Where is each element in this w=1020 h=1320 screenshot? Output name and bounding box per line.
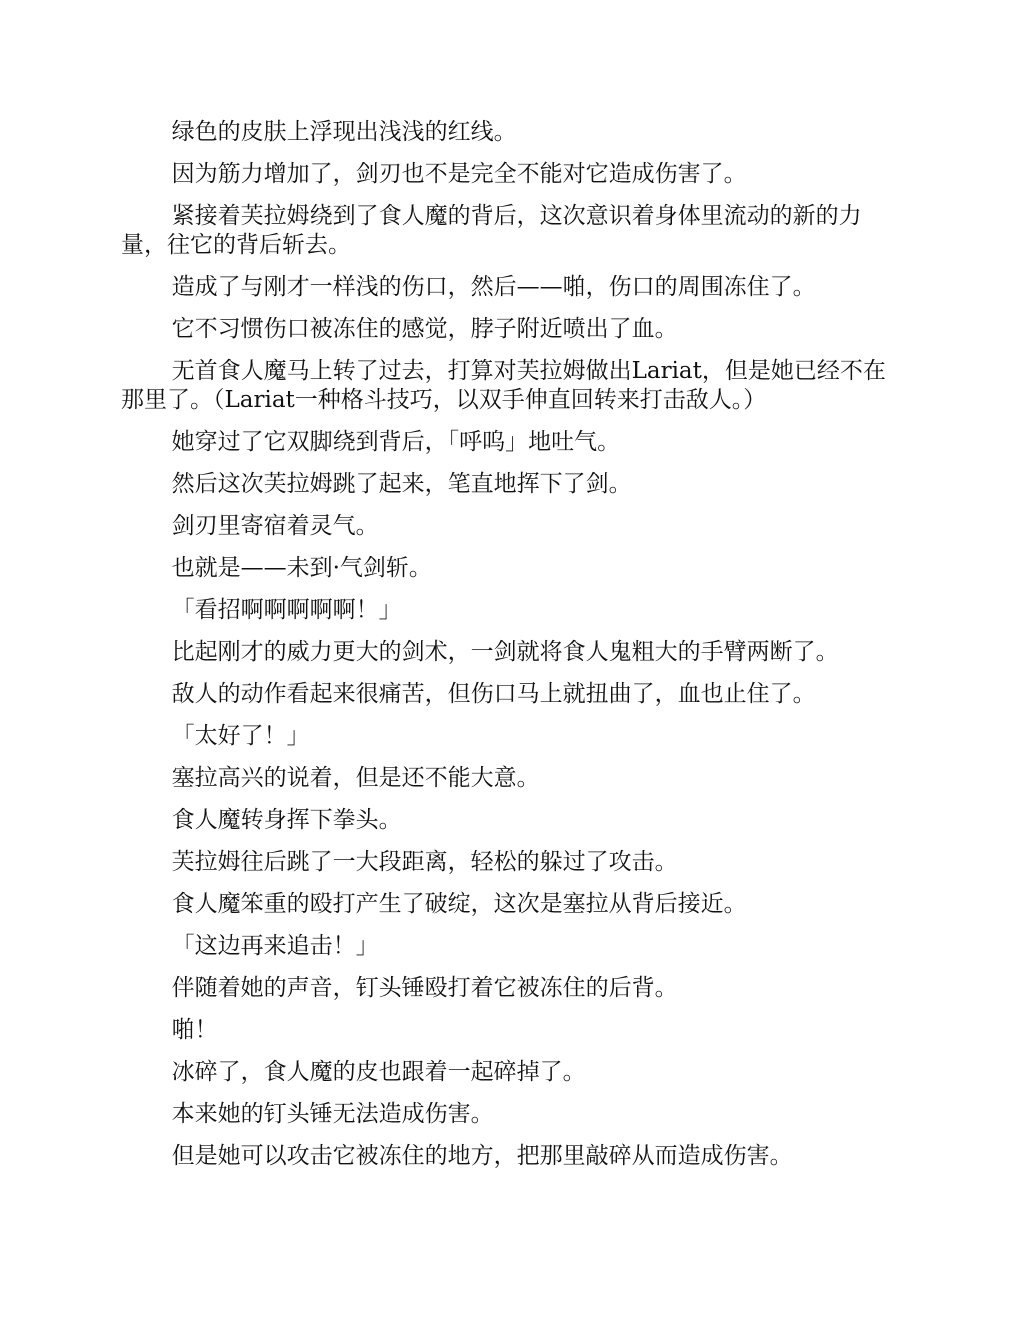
paragraph: 也就是——未到·气剑斩。 (171, 555, 432, 581)
paragraph: 无首食人魔马上转了过去，打算对芙拉姆做出Lariat，但是她已经不在那里了。（Lariat一种格斗技巧，以双手伸直回转来打击敌人。） (121, 358, 886, 413)
paragraph: 啪！ (171, 1017, 218, 1043)
paragraph: 「太好了！」 (171, 723, 310, 749)
paragraph: 伴随着她的声音，钉头锤殴打着它被冻住的后背。 (171, 975, 678, 1001)
paragraph: 绿色的皮肤上浮现出浅浅的红线。 (171, 119, 517, 145)
paragraph: 芙拉姆往后跳了一大段距离，轻松的躲过了攻击。 (171, 849, 678, 875)
paragraph: 紧接着芙拉姆绕到了食人魔的背后，这次意识着身体里流动的新的力量，往它的背后斩去。 (121, 203, 862, 258)
paragraph: 「这边再来追击！」 (171, 933, 379, 959)
paragraph: 食人魔笨重的殴打产生了破绽，这次是塞拉从背后接近。 (171, 891, 747, 917)
paragraph: 造成了与刚才一样浅的伤口，然后——啪，伤口的周围冻住了。 (171, 274, 816, 300)
paragraph: 比起刚才的威力更大的剑术，一剑就将食人鬼粗大的手臂两断了。 (171, 639, 839, 665)
paragraph: 然后这次芙拉姆跳了起来，笔直地挥下了剑。 (171, 471, 632, 497)
paragraph: 但是她可以攻击它被冻住的地方，把那里敲碎从而造成伤害。 (171, 1143, 793, 1169)
paragraph: 「看招啊啊啊啊啊！」 (171, 597, 402, 623)
paragraph: 冰碎了，食人魔的皮也跟着一起碎掉了。 (171, 1059, 586, 1085)
document-page (121, 118, 901, 1184)
paragraph: 因为筋力增加了，剑刃也不是完全不能对它造成伤害了。 (171, 161, 747, 187)
paragraph: 它不习惯伤口被冻住的感觉，脖子附近喷出了血。 (171, 316, 678, 342)
paragraph: 敌人的动作看起来很痛苦，但伤口马上就扭曲了，血也止住了。 (171, 681, 816, 707)
paragraph: 食人魔转身挥下拳头。 (171, 807, 402, 833)
paragraph: 剑刃里寄宿着灵气。 (171, 513, 379, 539)
paragraph: 塞拉高兴的说着，但是还不能大意。 (171, 765, 540, 791)
paragraph: 本来她的钉头锤无法造成伤害。 (171, 1101, 494, 1127)
paragraph: 她穿过了它双脚绕到背后，「呼呜」地吐气。 (171, 429, 621, 455)
